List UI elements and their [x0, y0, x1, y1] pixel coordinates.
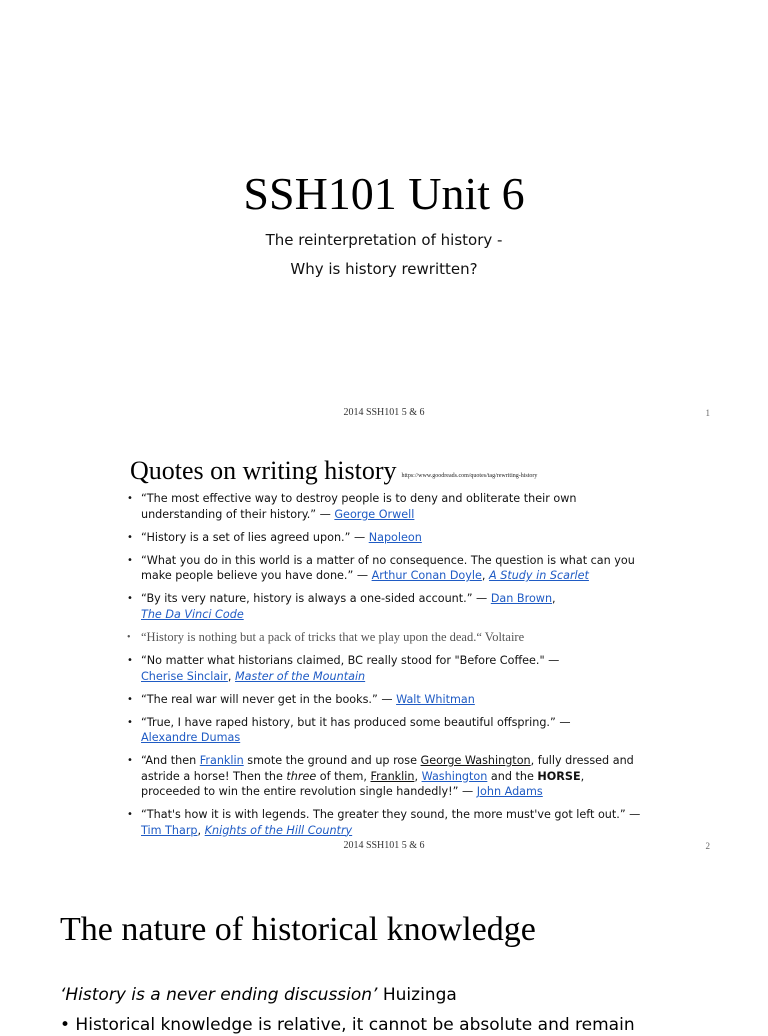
quote-text-part: of them, [316, 769, 371, 783]
quote-text: “By its very nature, history is always a one-sided account.” — [141, 592, 491, 605]
separator: , [552, 592, 556, 605]
quote-item [126, 491, 646, 522]
quote-text-part: smote the ground and up rose [243, 754, 421, 767]
quote-item [126, 530, 646, 546]
emphasis-three: three [286, 769, 317, 783]
author-link[interactable]: Cherise Sinclair [141, 669, 228, 683]
quote-text-part: and the [487, 769, 538, 783]
quote-text-part: , proceeded to win the entire revolution single handedly!” — [141, 769, 585, 798]
washington-link[interactable]: Washington [421, 769, 488, 783]
author-link[interactable]: Tim Tharp [141, 823, 198, 837]
huizinga-quote [60, 984, 457, 1006]
quote-text: “True, I have raped history, but it has produced some beautiful offspring.” — [141, 715, 571, 729]
quote-text-part: , fully dressed and astride a horse! Then the [141, 754, 634, 783]
slide-3 [0, 866, 768, 1035]
slide-1-footer: 2014 SSH101 5 & 6 [343, 407, 425, 418]
slide-3-bullet: • Historical knowledge is relative, it cannot be absolute and remain [60, 1015, 635, 1035]
quote-item [126, 653, 646, 684]
slide-2-title [130, 456, 537, 491]
slide-1-page-number: 1 [705, 408, 710, 418]
franklin-link[interactable]: Franklin [199, 754, 244, 767]
separator: , [481, 569, 490, 582]
work-link[interactable]: A Study in Scarlet [489, 569, 589, 582]
quote-text: ‘History is a never ending discussion’ [60, 985, 378, 1005]
slide-2 [0, 433, 768, 866]
author-link[interactable]: Napoleon [368, 530, 422, 544]
author-link[interactable]: Alexandre Dumas [141, 731, 241, 744]
slide-2-footer: 2014 SSH101 5 & 6 [343, 840, 425, 851]
author-link[interactable]: Walt Whitman [396, 692, 475, 706]
franklin-link[interactable]: Franklin [370, 769, 415, 783]
separator: , [197, 823, 205, 837]
source-url: https://www.goodreads.com/quotes/tag/rewriting-history [401, 473, 538, 479]
slide-3-title: The nature of historical knowledge [60, 911, 536, 948]
quote-text-part: “And then [141, 754, 200, 767]
slide-2-title-text: Quotes on writing history [130, 456, 397, 485]
author-link[interactable]: Arthur Conan Doyle [371, 569, 482, 582]
attribution: Huizinga [377, 985, 457, 1005]
author-link[interactable]: John Adams [476, 785, 543, 798]
quote-text: “What you do in this world is a matter of no consequence. The question is what can you make people believe you have done.” — [141, 553, 635, 582]
quote-text: “The most effective way to destroy people is to deny and obliterate their own understanding of their history.” — [141, 492, 577, 521]
quote-text: “History is nothing but a pack of tricks that we play upon the dead.“ Voltaire [141, 629, 525, 644]
quote-text: “That's how it is with legends. The greater they sound, the more must've got left out.” — [141, 808, 641, 821]
emphasis-horse: HORSE [537, 769, 581, 783]
quote-text: “The real war will never get in the books.” — [141, 692, 397, 706]
quote-text: “History is a set of lies agreed upon.” — [141, 530, 369, 544]
washington-link[interactable]: George Washington [420, 754, 531, 767]
quote-item [126, 692, 646, 708]
slide-1-subtitle-line-1: The reinterpretation of history - [265, 231, 503, 249]
quotes-list [126, 491, 646, 846]
quote-text: “No matter what historians claimed, BC really stood for "Before Coffee." — [141, 654, 560, 667]
slide-2-page-number: 2 [705, 841, 710, 851]
slide-1 [0, 0, 768, 433]
author-link[interactable]: George Orwell [334, 507, 415, 521]
work-link[interactable]: Master of the Mountain [235, 669, 366, 683]
quote-item [126, 807, 646, 838]
work-link[interactable]: The Da Vinci Code [141, 607, 244, 621]
quote-item [126, 753, 646, 800]
quote-item [126, 715, 646, 746]
quote-item [126, 591, 646, 622]
slide-1-title: SSH101 Unit 6 [243, 168, 525, 219]
separator: , [414, 769, 422, 783]
work-link[interactable]: Knights of the Hill Country [204, 823, 353, 837]
author-link[interactable]: Dan Brown [490, 592, 553, 605]
separator: , [227, 669, 236, 683]
quote-item [126, 553, 646, 584]
slide-1-subtitle-line-2: Why is history rewritten? [290, 260, 478, 278]
quote-item [126, 630, 646, 646]
